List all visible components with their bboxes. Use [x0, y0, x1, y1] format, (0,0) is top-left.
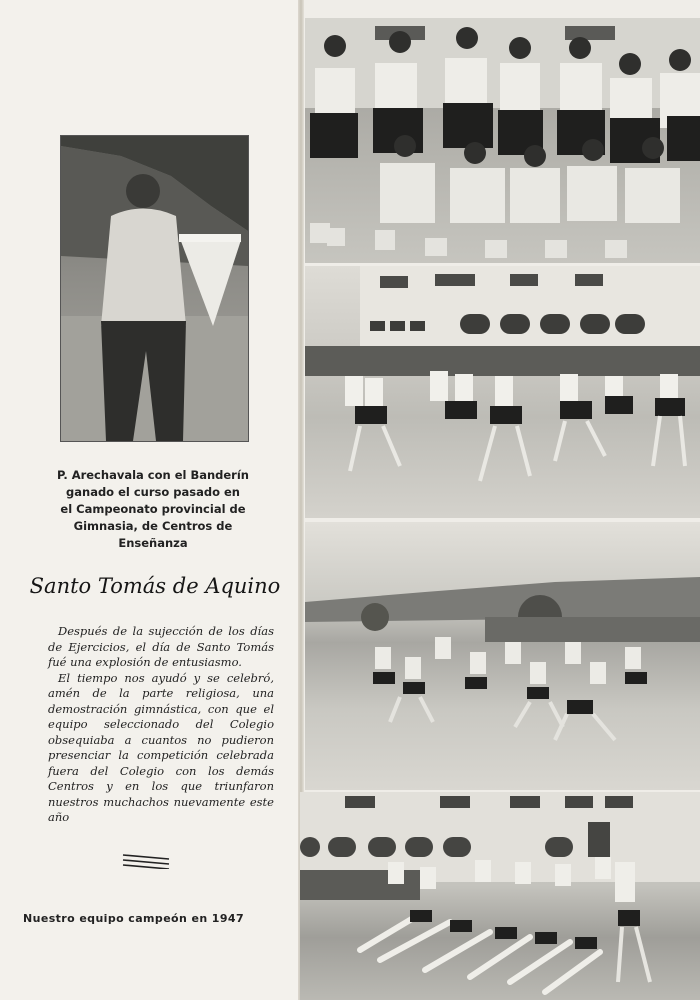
team-group-photo: [305, 18, 700, 263]
field-exercise-photo: [305, 522, 700, 790]
section-title: Santo Tomás de Aquino: [29, 574, 281, 598]
article-paragraph: Después de la sujección de los días de Ejercicios, el día de Santo Tomás fué una explosión de entusiasmo.: [48, 624, 274, 669]
gymnastics-exercise-photo: [305, 266, 700, 518]
caption-line: Gimnasia, de Centros de: [73, 519, 233, 533]
portrait-photo: [60, 135, 249, 442]
portrait-caption: [48, 467, 258, 552]
caption-line: ganado el curso pasado en: [66, 485, 240, 499]
article-body: [48, 624, 274, 826]
caption-line: Enseñanza: [118, 536, 188, 550]
caption-line: el Campeonato provincial de: [60, 502, 246, 516]
decorative-rule-ornament: [121, 851, 171, 869]
caption-line: P. Arechavala con el Banderín: [57, 468, 249, 482]
article-paragraph: El tiempo nos ayudó y se celebró, amén de la parte religiosa, una demostración gimnástica, con que el equipo seleccionado del Colegio obsequiaba a cuantos no pudieron presenciar la competición celebrada fuera del Colegio con los demás Centros y en los que triunfaron nuestros muchachos nuevamente este año: [48, 670, 274, 824]
floor-exercise-photo: [300, 792, 700, 1000]
team-caption: Nuestro equipo campeón en 1947: [23, 912, 245, 925]
